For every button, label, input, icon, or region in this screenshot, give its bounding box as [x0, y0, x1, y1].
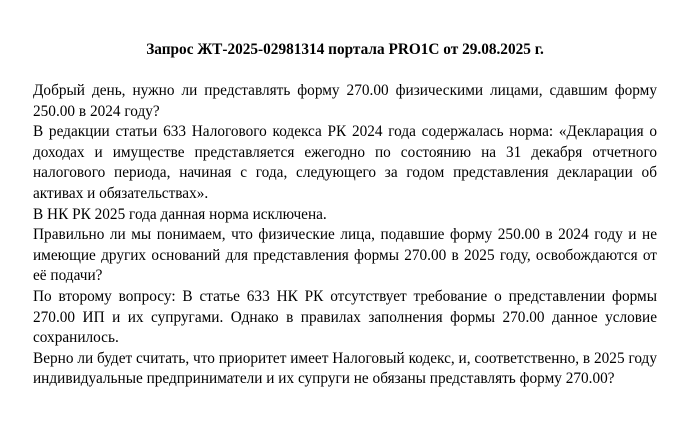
paragraph-greeting-question: Добрый день, нужно ли представлять форму 270.00 физическими лицами, сдавшим форму 250.00 в 2024 году? — [33, 82, 657, 120]
paragraph-norm-excluded: В НК РК 2025 года данная норма исключена. — [33, 205, 327, 223]
document-body — [33, 81, 657, 390]
paragraph-understanding-question: Правильно ли мы понимаем, что физические лица, подавшие форму 250.00 в 2024 году и не имеющие других оснований для представления формы 270.00 в 2025 году, освобождаются от её подачи? — [33, 226, 657, 285]
paragraph-priority-question: Верно ли будет считать, что приоритет имеет Налоговый кодекс, и, соответственно, в 2025 году индивидуальные предприниматели и их супруги не обязаны представлять форму 270.00? — [33, 349, 657, 388]
paragraph-article-633-quote: В редакции статьи 633 Налогового кодекса РК 2024 года содержалась норма: «Декларация о доходах и имуществе представляется ежегодно по состоянию на 31 декабря отчетного налогового периода, начиная с года, следующего за годом представления декларации об активах и обязательствах». — [33, 123, 657, 202]
document-content — [33, 0, 657, 390]
paragraph-second-question: По второму вопросу: В статье 633 НК РК отсутствует требование о представлении формы 270.00 ИП и их супругами. Однако в правилах заполнения формы 270.00 данное условие сохранилось. — [33, 287, 657, 347]
document-title: Запрос ЖТ-2025-02981314 портала PRO1C от 29.08.2025 г. — [146, 41, 544, 58]
